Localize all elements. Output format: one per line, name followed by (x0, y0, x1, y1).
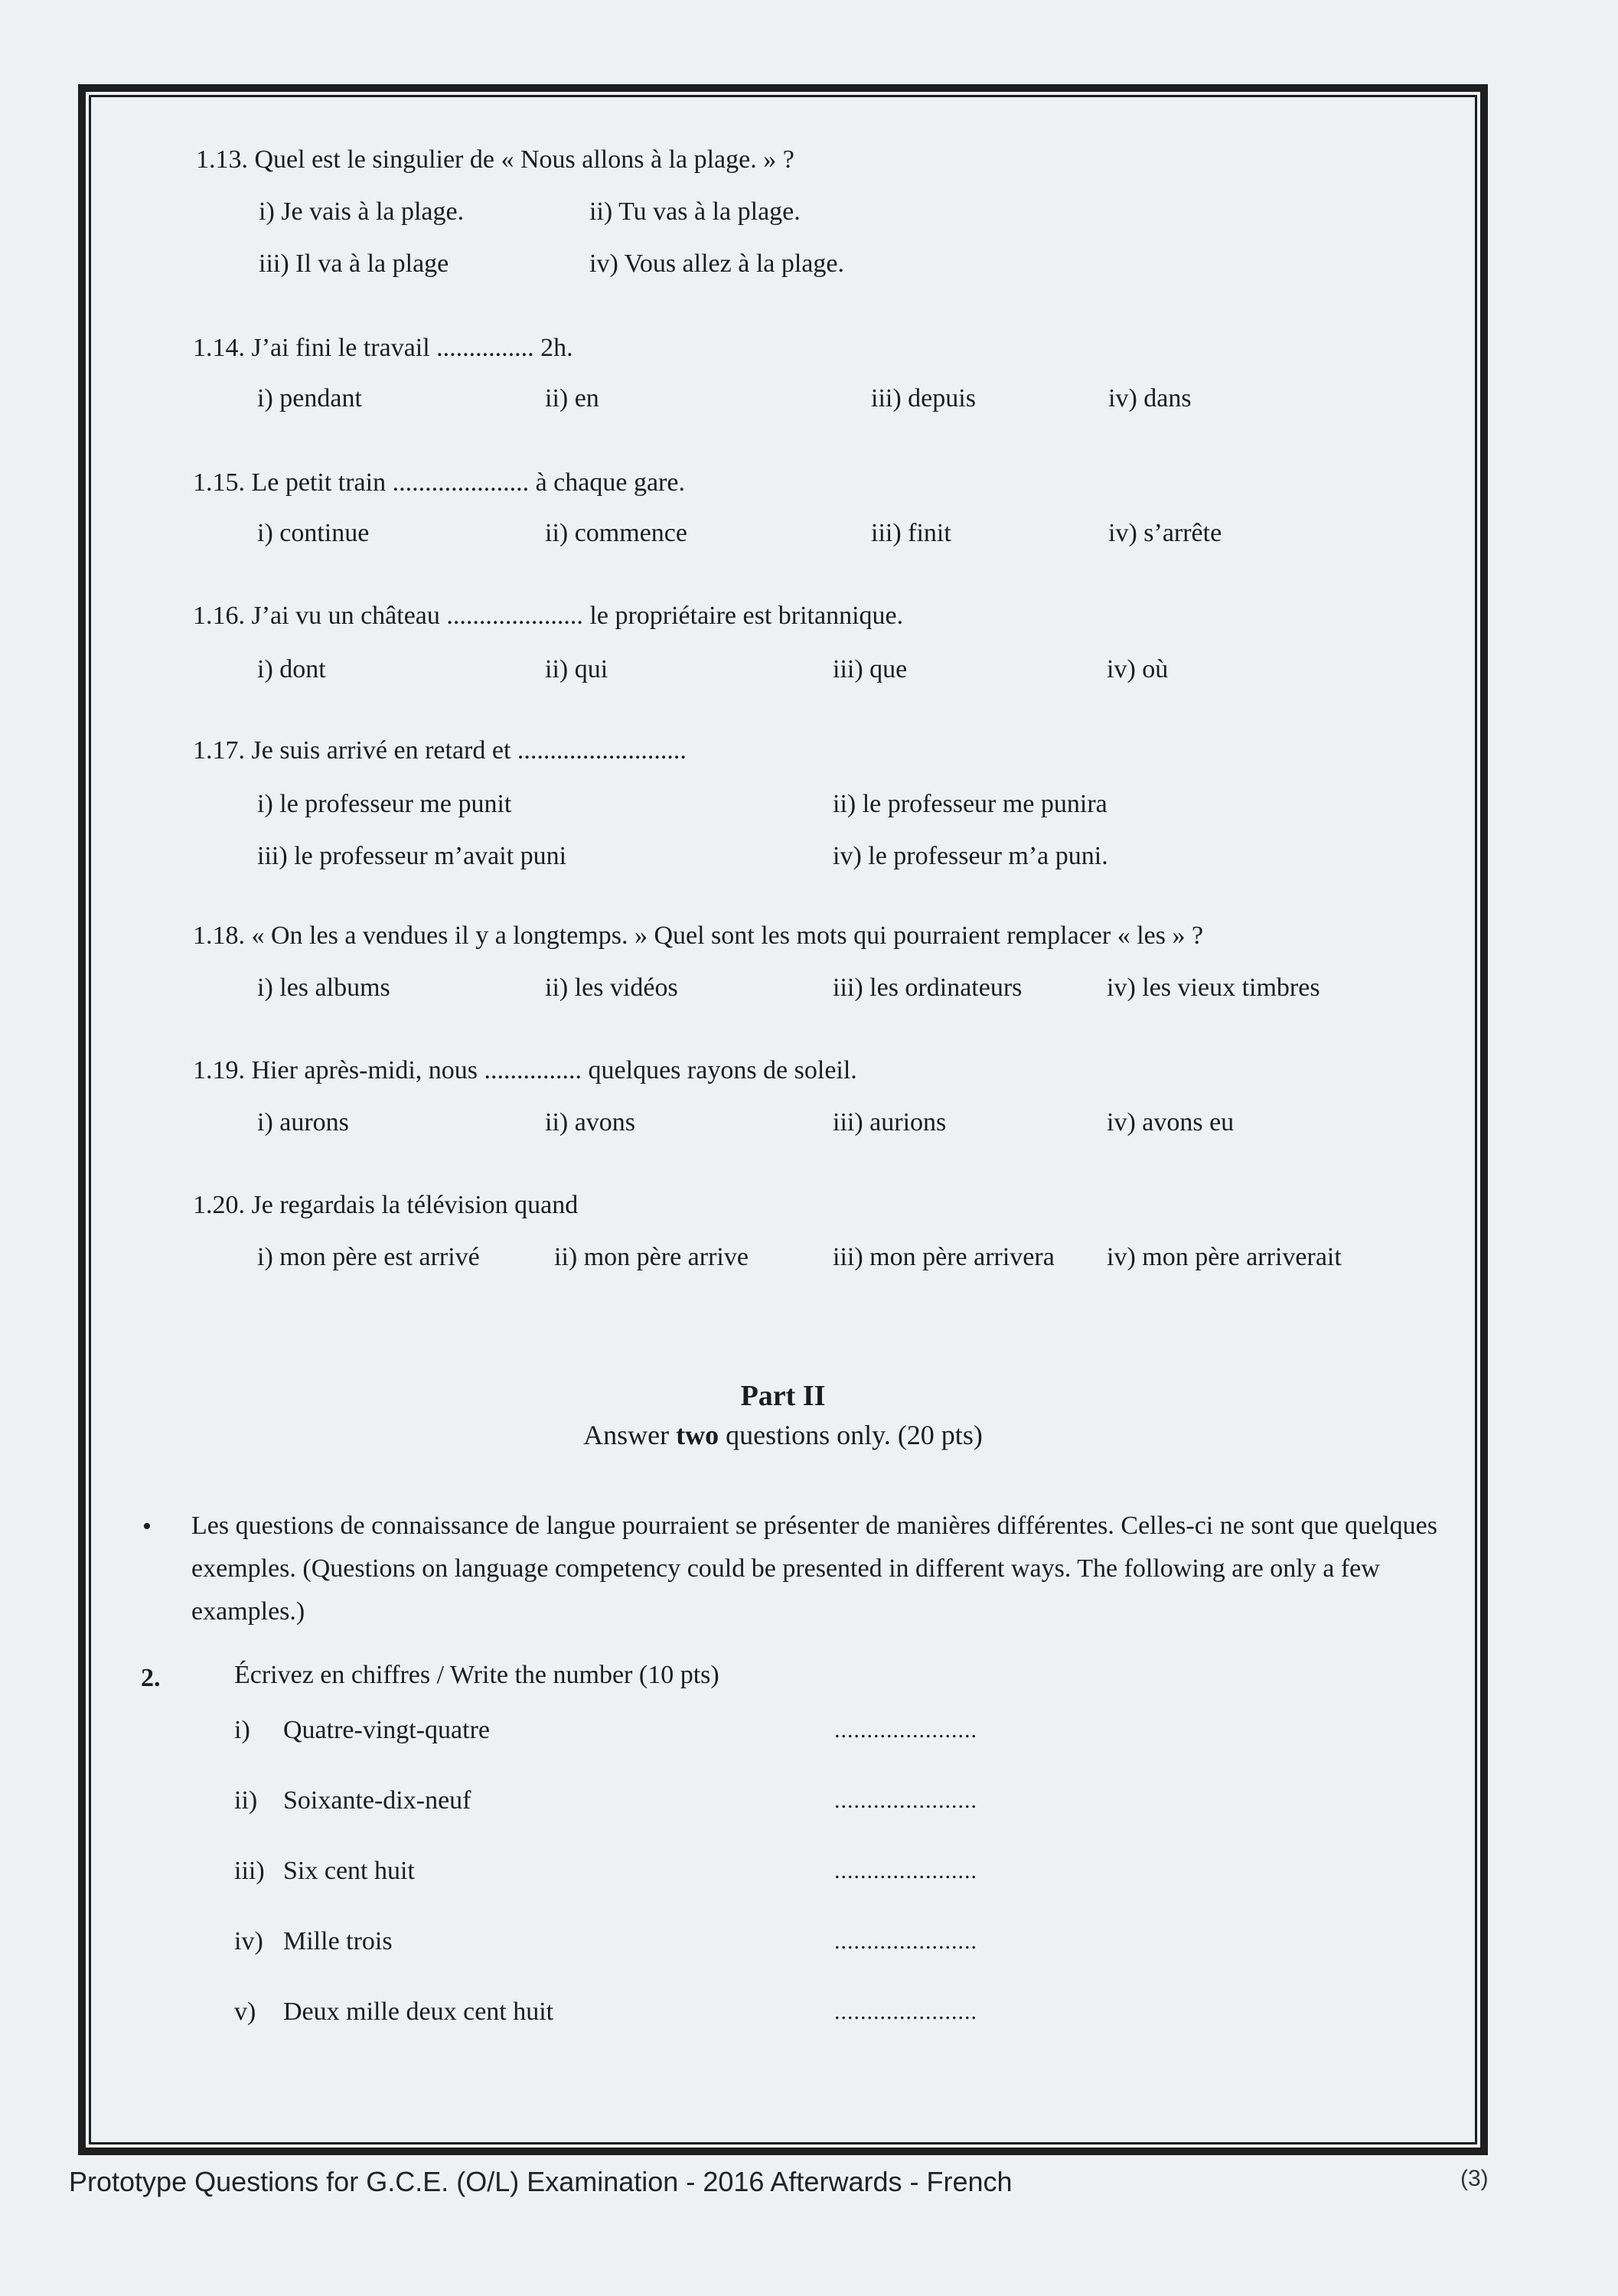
question-2-heading: Écrivez en chiffres / Write the number (10 pts) (234, 1661, 719, 1689)
question-1-15-option-iii: iii) finit (871, 519, 951, 547)
question-1-13-stem: 1.13. Quel est le singulier de « Nous allons à la plage. » ? (196, 145, 794, 174)
question-1-20-stem: 1.20. Je regardais la télévision quand (193, 1191, 579, 1219)
q2-item-answer-blank[interactable]: ...................... (834, 1999, 977, 2024)
question-1-13-option-ii: ii) Tu vas à la plage. (589, 197, 801, 226)
part-ii-title: Part II (740, 1380, 826, 1412)
question-1-16-option-iv: iv) où (1107, 655, 1169, 683)
question-1-18-option-iii: iii) les ordinateurs (833, 974, 1023, 1002)
question-1-18-option-ii: ii) les vidéos (545, 974, 678, 1002)
question-1-18-stem: 1.18. « On les a vendues il y a longtemps. » Quel sont les mots qui pourraient remplacer « les » ? (193, 921, 1204, 950)
question-1-20-option-ii: ii) mon père arrive (554, 1243, 749, 1271)
question-1-16-option-iii: iii) que (833, 655, 908, 683)
q2-item-label: v) (234, 1998, 256, 2026)
question-1-20-option-i: i) mon père est arrivé (257, 1243, 480, 1271)
question-1-19-option-iii: iii) aurions (833, 1108, 947, 1137)
question-1-19-option-iv: iv) avons eu (1107, 1108, 1235, 1137)
q2-item-label: iii) (234, 1857, 265, 1885)
q2-item-answer-blank[interactable]: ...................... (834, 1717, 977, 1743)
part-ii-note: Les questions de connaissance de langue pourraient se présenter de manières différentes. Celles-ci ne sont que quelques exemples. (Questions on language competency could be presented in different ways. The following are only a few examples.) (191, 1512, 1437, 1626)
question-1-15-option-iv: iv) s’arrête (1108, 519, 1222, 547)
q2-item-label: iv) (234, 1927, 263, 1955)
question-1-13-option-iii: iii) Il va à la plage (259, 249, 449, 278)
q2-item-answer-blank[interactable]: ...................... (834, 1788, 977, 1813)
question-1-17-option-iii: iii) le professeur m’avait puni (257, 842, 567, 870)
question-1-14-option-iii: iii) depuis (871, 384, 976, 413)
question-1-18-option-i: i) les albums (257, 974, 390, 1002)
bullet-icon: • (142, 1512, 152, 1541)
question-1-18-option-iv: iv) les vieux timbres (1107, 974, 1320, 1002)
question-1-14-option-i: i) pendant (257, 384, 362, 413)
question-1-15-stem: 1.15. Le petit train ..................... à chaque gare. (193, 468, 685, 497)
question-1-13-option-iv: iv) Vous allez à la plage. (589, 249, 844, 278)
question-1-17-option-ii: ii) le professeur me punira (833, 790, 1107, 818)
question-1-20-option-iv: iv) mon père arriverait (1107, 1243, 1342, 1271)
q2-item-label: ii) (234, 1786, 258, 1815)
q2-item-text: Mille trois (283, 1927, 393, 1955)
question-1-19-option-i: i) aurons (257, 1108, 349, 1137)
question-1-17-stem: 1.17. Je suis arrivé en retard et .......................... (193, 736, 687, 765)
q2-item-text: Quatre-vingt-quatre (283, 1716, 490, 1744)
question-1-14-option-ii: ii) en (545, 384, 599, 413)
question-1-16-stem: 1.16. J’ai vu un château ..................... le propriétaire est britannique. (193, 602, 904, 630)
q2-item-text: Six cent huit (283, 1857, 415, 1885)
q2-item-answer-blank[interactable]: ...................... (834, 1929, 977, 1954)
question-1-14-stem: 1.14. J’ai fini le travail ............... 2h. (193, 334, 573, 362)
q2-item-text: Deux mille deux cent huit (283, 1998, 554, 2026)
question-1-16-option-ii: ii) qui (545, 655, 608, 683)
question-1-17-option-iv: iv) le professeur m’a puni. (833, 842, 1108, 870)
question-2-number: 2. (141, 1664, 161, 1692)
question-1-15-option-ii: ii) commence (545, 519, 687, 547)
question-1-16-option-i: i) dont (257, 655, 326, 683)
question-1-13-option-i: i) Je vais à la plage. (259, 197, 465, 226)
question-1-19-option-ii: ii) avons (545, 1108, 636, 1137)
question-1-15-option-i: i) continue (257, 519, 370, 547)
footer-title: Prototype Questions for G.C.E. (O/L) Examination - 2016 Afterwards - French (69, 2166, 1013, 2197)
q2-item-label: i) (234, 1716, 250, 1744)
part-ii-instruction: Answer two questions only. (20 pts) (583, 1420, 983, 1450)
question-1-19-stem: 1.19. Hier après-midi, nous ............... quelques rayons de soleil. (193, 1056, 857, 1084)
q2-item-answer-blank[interactable]: ...................... (834, 1858, 977, 1883)
question-1-14-option-iv: iv) dans (1108, 384, 1192, 413)
q2-item-text: Soixante-dix-neuf (283, 1786, 471, 1815)
question-1-17-option-i: i) le professeur me punit (257, 790, 512, 818)
page-number: (3) (1460, 2166, 1489, 2191)
question-1-20-option-iii: iii) mon père arrivera (833, 1243, 1055, 1271)
